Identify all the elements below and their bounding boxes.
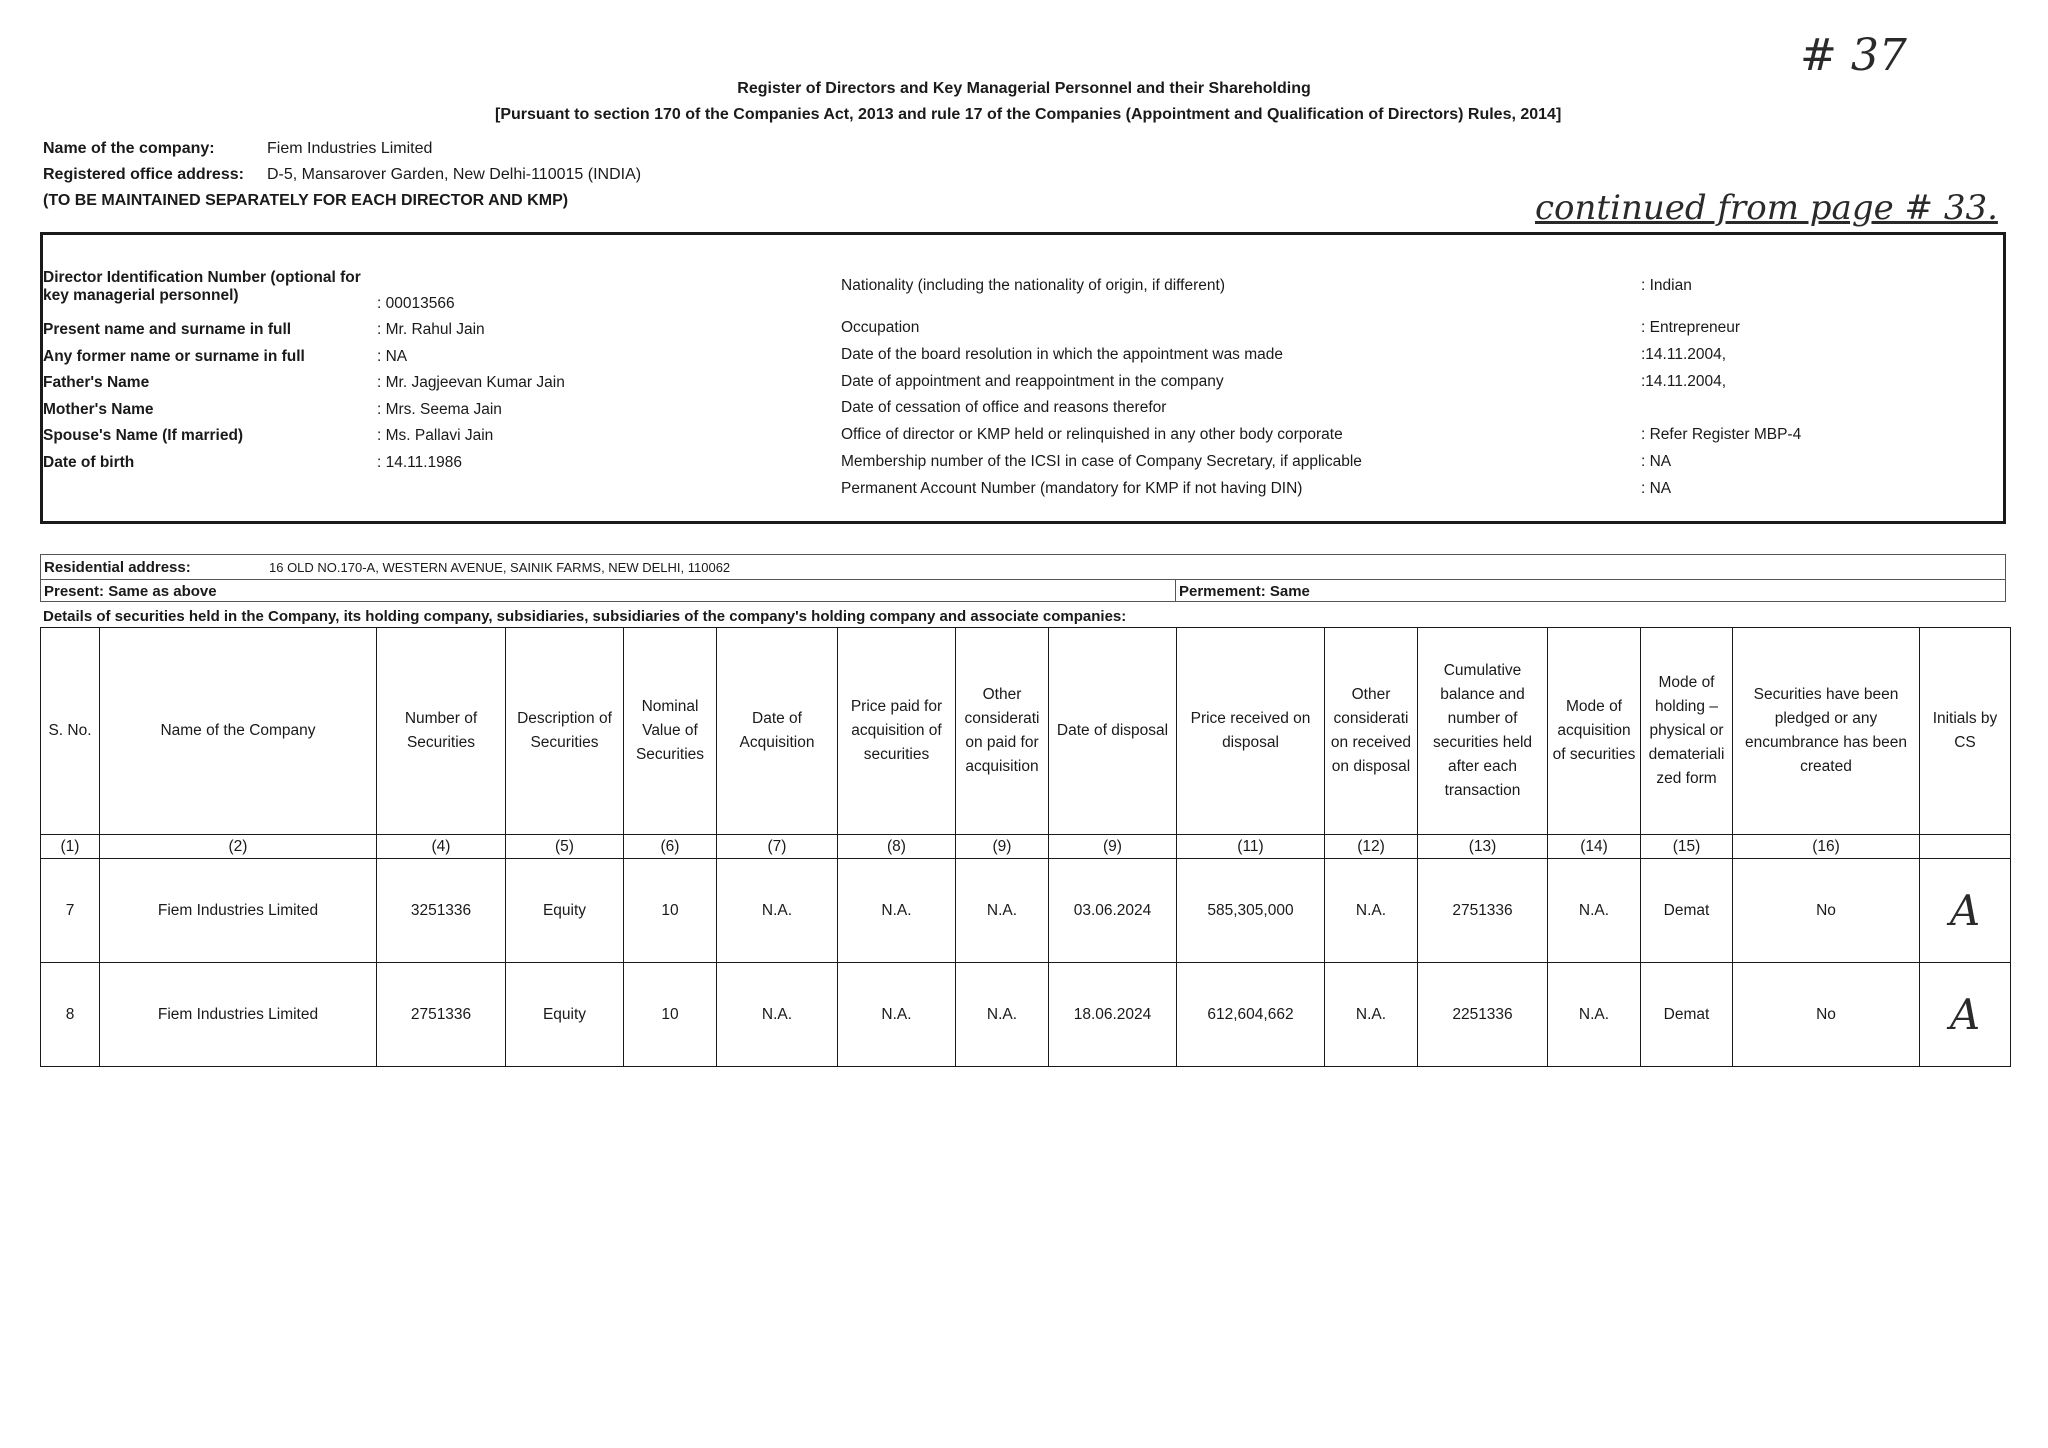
column-number-row [41,835,2011,859]
cell-other-consideration-paid: N.A. [956,963,1049,1067]
column-number: (4) [377,835,506,859]
director-field-label: Date of the board resolution in which the appointment was made [841,345,1284,363]
header-cumulative-balance: Cumulative balance and number of securities held after each transaction [1418,628,1548,835]
cell-mode-of-holding: Demat [1641,963,1733,1067]
cell-number-of-securities: 3251336 [377,859,506,963]
director-field-row [841,346,1991,373]
director-field-row [43,454,677,481]
column-number [1920,835,2011,859]
column-number: (2) [100,835,377,859]
director-field-row [841,480,1991,507]
column-number: (13) [1418,835,1548,859]
cell-mode-of-holding: Demat [1641,859,1733,963]
director-field-row [841,399,1991,426]
director-field-value: : Refer Register MBP-4 [1641,426,1802,444]
director-field-row [43,269,677,321]
director-field-value: : NA [377,347,408,365]
cell-pledged: No [1733,963,1920,1067]
director-field-label: Office of director or KMP held or relinquished in any other body corporate [841,426,1343,444]
column-number: (14) [1548,835,1641,859]
header-initials: Initials by CS [1920,628,2011,835]
cell-date-of-acquisition: N.A. [717,963,838,1067]
continued-note-annotation: continued from page # 33. [1535,188,1998,228]
residential-address-value: 16 OLD NO.170-A, WESTERN AVENUE, SAINIK FARMS, NEW DELHI, 110062 [269,559,731,575]
director-field-value: : NA [1641,479,1672,497]
header-date-of-disposal: Date of disposal [1049,628,1177,835]
page-title: Register of Directors and Key Managerial Personnel and their Shareholding [737,80,1311,97]
director-field-label: Director Identification Number (optional for key managerial personnel) [43,269,361,304]
header-company-name: Name of the Company [100,628,377,835]
header-pledged: Securities have been pledged or any encumbrance has been created [1733,628,1920,835]
cell-nominal-value: 10 [624,963,717,1067]
residential-address-label: Residential address: [44,558,191,576]
director-field-value: :14.11.2004, [1641,372,1727,390]
director-field-label: Father's Name [43,374,150,391]
company-office-row [43,162,641,188]
header-price-paid: Price paid for acquisition of securities [838,628,956,835]
column-number: (16) [1733,835,1920,859]
director-field-label: Nationality (including the nationality of origin, if different) [841,277,1225,294]
cell-date-of-disposal: 18.06.2024 [1049,963,1177,1067]
cell-price-received: 612,604,662 [1177,963,1325,1067]
cell-other-consideration-received: N.A. [1325,963,1418,1067]
header-description: Description of Securities [506,628,624,835]
table-row [41,859,2011,963]
director-field-label: Membership number of the ICSI in case of Company Secretary, if applicable [841,452,1362,470]
column-number: (15) [1641,835,1733,859]
company-info [43,136,641,214]
director-right-panel [841,277,1991,507]
director-field-row [841,319,1991,346]
company-name-value: Fiem Industries Limited [267,140,433,157]
director-field-value: : 14.11.1986 [377,453,463,471]
table-header-row [41,628,2011,835]
initials-signature: A [1920,859,2011,963]
column-number: (7) [717,835,838,859]
residential-address-row [41,555,2005,580]
header-s-no: S. No. [41,628,100,835]
company-office-value: D-5, Mansarover Garden, New Delhi-110015 (INDIA) [267,166,642,183]
cell-price-received: 585,305,000 [1177,859,1325,963]
present-permanent-row [41,580,2005,602]
page-number-annotation: # 37 [1800,30,1907,81]
cell-s-no: 7 [41,859,100,963]
cell-company-name: Fiem Industries Limited [100,963,377,1067]
cell-description: Equity [506,859,624,963]
director-field-value: : NA [1641,452,1672,470]
header-date-of-acquisition: Date of Acquisition [717,628,838,835]
header-price-received: Price received on disposal [1177,628,1325,835]
initials-signature: A [1920,963,2011,1067]
director-field-value: : Mr. Rahul Jain [377,321,485,338]
director-field-label: Permanent Account Number (mandatory for KMP if not having DIN) [841,479,1303,497]
director-field-row [43,374,677,401]
director-field-value: : Mr. Jagjeevan Kumar Jain [377,374,565,391]
cell-date-of-disposal: 03.06.2024 [1049,859,1177,963]
maintenance-note-row [43,188,641,214]
column-number: (8) [838,835,956,859]
company-office-label: Registered office address: [43,166,244,183]
director-field-label: Spouse's Name (If married) [43,427,244,444]
header-mode-of-acquisition: Mode of acquisition of securities [1548,628,1641,835]
header-other-consideration-received: Other considerati on received on disposal [1325,628,1418,835]
director-field-row [43,427,677,454]
director-field-value: : Ms. Pallavi Jain [377,427,494,444]
column-number: (12) [1325,835,1418,859]
director-field-label: Date of appointment and reappointment in the company [841,372,1224,390]
cell-number-of-securities: 2751336 [377,963,506,1067]
cell-price-paid: N.A. [838,859,956,963]
securities-table [40,627,2011,1067]
director-field-row [841,426,1991,453]
cell-cumulative-balance: 2751336 [1418,859,1548,963]
securities-intro: Details of securities held in the Company, its holding company, subsidiaries, subsidiaries of the company's holding company and associate companies: [43,608,1127,625]
cell-other-consideration-received: N.A. [1325,859,1418,963]
maintenance-note: (TO BE MAINTAINED SEPARATELY FOR EACH DIRECTOR AND KMP) [43,192,569,209]
residence-box [40,554,2006,602]
column-number: (9) [956,835,1049,859]
present-address: Present: Same as above [41,580,1176,602]
cell-mode-of-acquisition: N.A. [1548,859,1641,963]
cell-cumulative-balance: 2251336 [1418,963,1548,1067]
header-number-of-securities: Number of Securities [377,628,506,835]
cell-s-no: 8 [41,963,100,1067]
permanent-address: Permement: Same [1179,582,1310,600]
page-subtitle: [Pursuant to section 170 of the Companies Act, 2013 and rule 17 of the Companies (Appointment and Qualification of Directors) Rules, 2014] [495,106,1562,123]
cell-price-paid: N.A. [838,963,956,1067]
director-field-row [841,453,1991,480]
cell-description: Equity [506,963,624,1067]
director-field-label: Occupation [841,319,920,336]
cell-pledged: No [1733,859,1920,963]
director-field-value: : Indian [1641,277,1692,294]
cell-company-name: Fiem Industries Limited [100,859,377,963]
director-field-label: Date of cessation of office and reasons therefor [841,399,1167,417]
cell-date-of-acquisition: N.A. [717,859,838,963]
cell-other-consideration-paid: N.A. [956,859,1049,963]
director-field-label: Date of birth [43,453,135,471]
director-field-value: : 00013566 [377,295,455,312]
column-number: (9) [1049,835,1177,859]
director-field-value: : Mrs. Seema Jain [377,400,502,418]
column-number: (11) [1177,835,1325,859]
director-field-row [43,401,677,428]
column-number: (5) [506,835,624,859]
table-row [41,963,2011,1067]
director-field-row [841,277,1991,319]
director-field-row [841,373,1991,400]
company-name-label: Name of the company: [43,140,215,157]
cell-nominal-value: 10 [624,859,717,963]
director-field-label: Present name and surname in full [43,321,292,338]
director-field-label: Mother's Name [43,400,154,418]
director-field-row [43,321,677,348]
director-details-box [40,232,2006,524]
column-number: (1) [41,835,100,859]
director-field-value: :14.11.2004, [1641,345,1727,363]
director-field-row [43,348,677,375]
director-field-label: Any former name or surname in full [43,347,305,365]
director-field-value: : Entrepreneur [1641,319,1741,336]
header-nominal-value: Nominal Value of Securities [624,628,717,835]
header-other-consideration-paid: Other considerati on paid for acquisition [956,628,1049,835]
column-number: (6) [624,835,717,859]
header-mode-of-holding: Mode of holding – physical or demateriali zed form [1641,628,1733,835]
cell-mode-of-acquisition: N.A. [1548,963,1641,1067]
company-name-row [43,136,641,162]
director-left-panel [43,269,677,480]
